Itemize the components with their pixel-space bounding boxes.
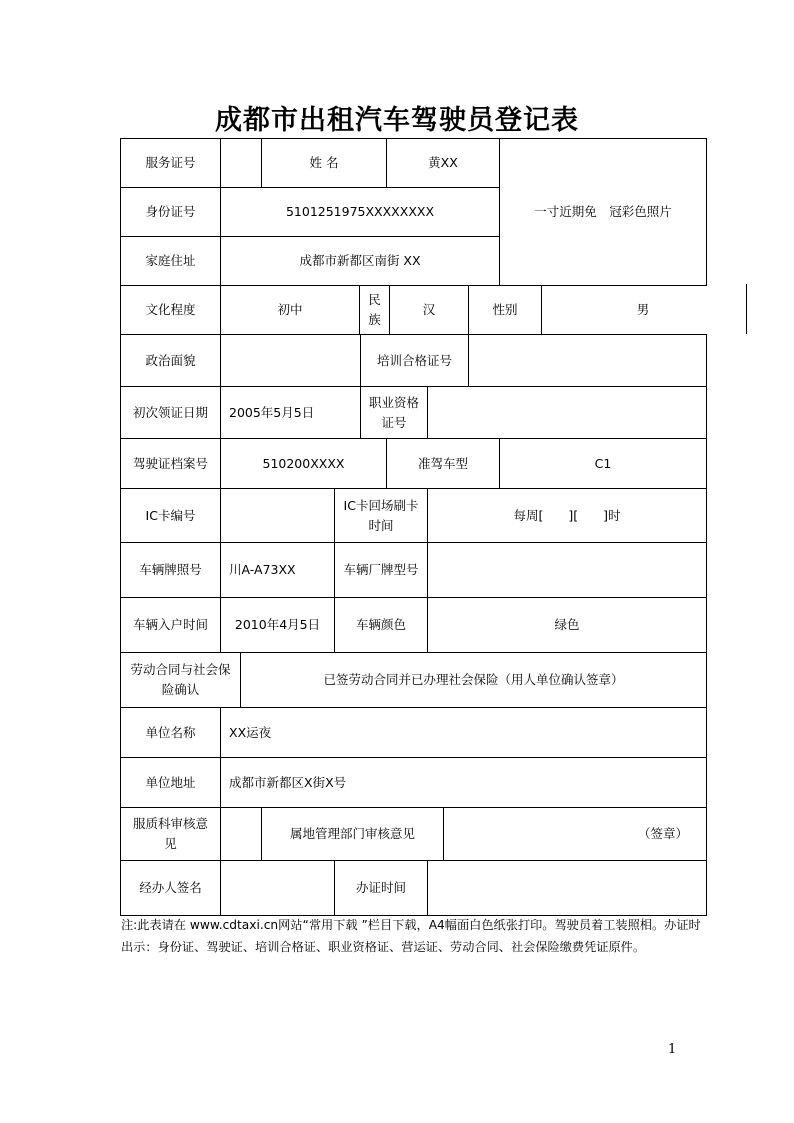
grid-line xyxy=(427,860,428,916)
grid-line xyxy=(120,807,707,808)
grid-line xyxy=(427,488,428,653)
grid-line xyxy=(706,334,707,916)
grid-line xyxy=(120,438,707,439)
grid-line xyxy=(120,542,707,543)
grid-line xyxy=(746,284,747,334)
vehicle-color-value[interactable]: 绿色 xyxy=(554,617,580,632)
ethnicity-label: 民族 xyxy=(368,292,381,327)
footnote: 注:此表请在 www.cdtaxi.cn网站“常用下载 ”栏目下载，A4幅面白色纸张打印。驾驶员着工装照相。办证时出示：身份证、驾驶证、培训合格证、职业资格证、营运证、劳动合同、社会保险缴费凭证原件。 xyxy=(121,918,701,954)
ic-card-label: IC卡编号 xyxy=(145,507,196,523)
unit-name-value[interactable]: XX运夜 xyxy=(229,724,272,740)
page-number: 1 xyxy=(668,1042,677,1057)
grid-line xyxy=(334,488,335,653)
grid-line xyxy=(120,334,707,335)
gender-value[interactable]: 男 xyxy=(636,302,650,317)
grid-line xyxy=(220,707,221,916)
plate-no-value[interactable]: 川A-A73XX xyxy=(229,562,296,577)
grid-line xyxy=(427,386,428,439)
qualification-cert-value[interactable] xyxy=(428,387,706,438)
grid-line xyxy=(499,138,500,286)
ethnicity-value[interactable]: 汉 xyxy=(422,302,436,317)
license-file-value[interactable]: 510200XXXX xyxy=(262,455,345,471)
grid-line xyxy=(120,187,500,188)
handler-signature-label: 经办人签名 xyxy=(139,880,202,895)
vehicle-class-label: 准驾车型 xyxy=(417,455,468,471)
grid-line xyxy=(261,807,262,861)
political-status-value[interactable] xyxy=(221,335,360,386)
grid-line xyxy=(360,334,361,439)
page-title: 成都市出租汽车驾驶员登记表 xyxy=(215,105,579,136)
grid-line xyxy=(120,860,707,861)
grid-line xyxy=(499,438,500,489)
grid-line xyxy=(220,138,221,653)
grid-line xyxy=(240,652,241,708)
grid-line xyxy=(468,285,469,387)
grid-line xyxy=(541,285,542,335)
training-cert-value[interactable] xyxy=(469,335,706,386)
education-value[interactable]: 初中 xyxy=(277,302,303,317)
grid-line xyxy=(389,285,390,335)
ic-card-value[interactable] xyxy=(221,489,334,542)
local-dept-opinion-label: 属地管理部门审核意见 xyxy=(289,826,415,841)
grid-line xyxy=(120,757,707,758)
grid-line xyxy=(120,138,121,916)
qualification-cert-label: 职业资格证号 xyxy=(368,394,419,430)
service-cert-value[interactable] xyxy=(221,139,261,187)
vehicle-entry-time-label: 车辆入户时间 xyxy=(132,617,208,632)
gender-label: 性别 xyxy=(492,302,518,317)
ic-swipe-time-value[interactable]: 每周[ ][ ]时 xyxy=(513,507,621,523)
vehicle-model-label: 车辆厂牌型号 xyxy=(343,562,419,577)
quality-dept-opinion-value[interactable] xyxy=(221,808,261,860)
issue-time-label: 办证时间 xyxy=(355,880,406,895)
unit-address-label: 单位地址 xyxy=(145,774,196,790)
grid-line xyxy=(359,285,360,335)
issue-time-value[interactable] xyxy=(428,861,706,915)
grid-line xyxy=(120,707,707,708)
unit-name-label: 单位名称 xyxy=(145,724,196,740)
political-status-label: 政治面貌 xyxy=(145,352,196,368)
name-value[interactable]: 黄XX xyxy=(428,155,458,170)
home-address-value[interactable]: 成都市新都区南街 XX xyxy=(299,253,421,268)
grid-line xyxy=(443,807,444,861)
id-no-label: 身份证号 xyxy=(145,204,196,219)
vehicle-color-label: 车辆颜色 xyxy=(355,617,406,632)
grid-line xyxy=(120,488,707,489)
ic-swipe-time-label: IC卡回场刷卡时间 xyxy=(343,497,419,533)
vehicle-class-value[interactable]: C1 xyxy=(594,455,612,471)
grid-line xyxy=(120,138,707,139)
education-label: 文化程度 xyxy=(145,302,196,317)
grid-line xyxy=(386,138,387,188)
labor-contract-label: 劳动合同与社会保险确认 xyxy=(130,662,231,697)
name-label: 姓 名 xyxy=(309,155,339,170)
handler-signature-value[interactable] xyxy=(221,861,334,915)
labor-contract-value[interactable]: 已签劳动合同并已办理社会保险（用人单位确认签章） xyxy=(323,672,624,687)
grid-line xyxy=(120,386,707,387)
photo-box: 一寸近期免 冠彩色照片 xyxy=(534,204,672,219)
quality-dept-opinion-label: 服质科审核意见 xyxy=(132,816,208,851)
grid-line xyxy=(120,236,500,237)
vehicle-entry-time-value[interactable]: 2010年4月5日 xyxy=(234,617,321,632)
grid-line xyxy=(120,652,707,653)
training-cert-label: 培训合格证号 xyxy=(376,352,452,368)
service-cert-label: 服务证号 xyxy=(145,155,196,170)
grid-line xyxy=(120,285,707,286)
vehicle-model-value[interactable] xyxy=(428,543,706,597)
plate-no-label: 车辆牌照号 xyxy=(139,562,202,577)
grid-line xyxy=(706,138,707,286)
home-address-label: 家庭住址 xyxy=(145,253,196,268)
unit-address-value[interactable]: 成都市新都区X街X号 xyxy=(229,774,347,790)
local-dept-seal[interactable]: （签章） xyxy=(637,826,688,841)
grid-line xyxy=(334,860,335,916)
id-no-value[interactable]: 5101251975XXXXXXXX xyxy=(285,204,435,219)
grid-line xyxy=(386,438,387,489)
grid-line xyxy=(120,597,707,598)
first-cert-date-label: 初次领证日期 xyxy=(132,404,208,420)
grid-line xyxy=(261,138,262,188)
license-file-label: 驾驶证档案号 xyxy=(132,455,208,471)
first-cert-date-value[interactable]: 2005年5月5日 xyxy=(229,404,315,420)
